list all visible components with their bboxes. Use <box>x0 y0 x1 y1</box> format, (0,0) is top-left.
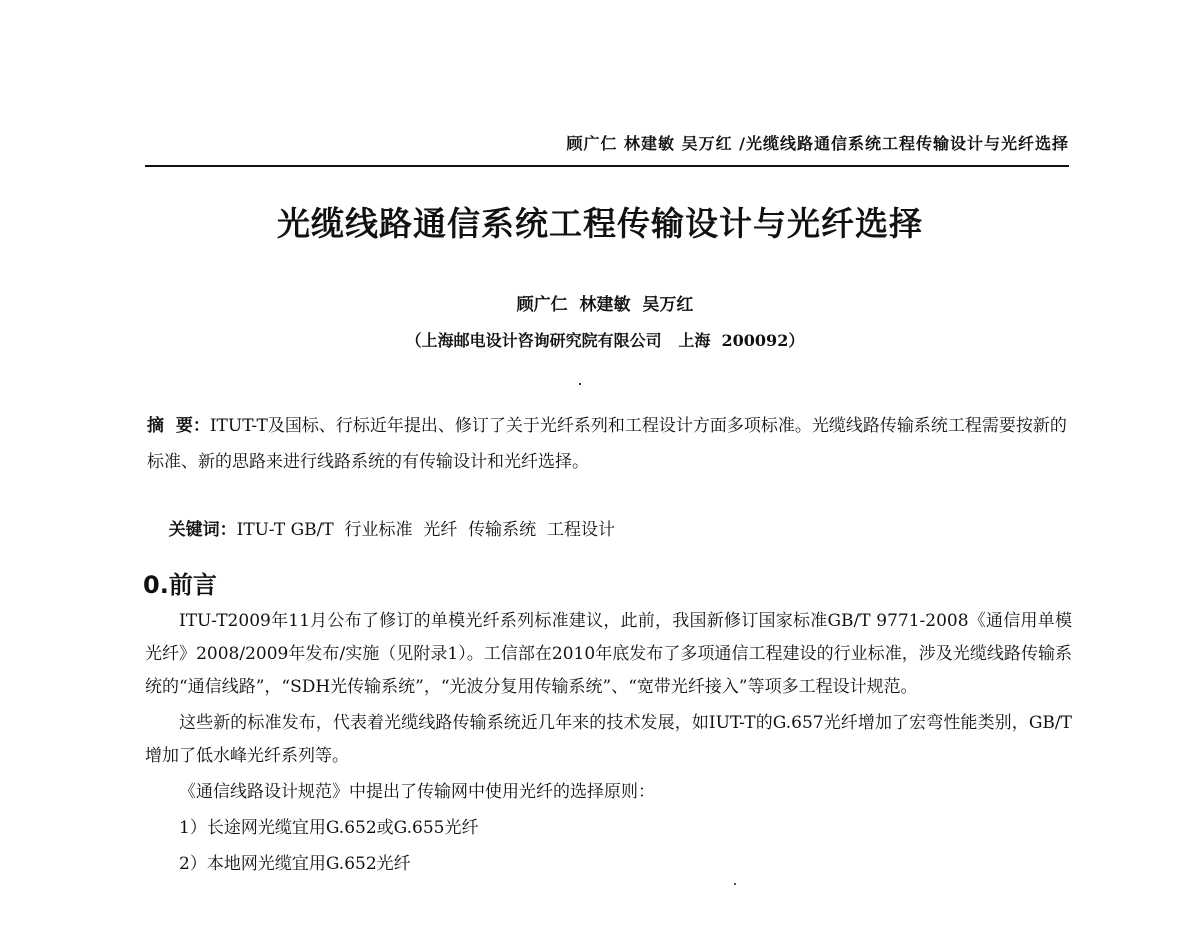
section-body <box>145 605 1072 884</box>
body-paragraph: 《通信线路设计规范》中提出了传输网中使用光纤的选择原则： <box>179 782 655 802</box>
list-item: 1）长途网光缆宜用G.652或G.655光纤 <box>179 818 479 838</box>
section-heading: 0.前言 <box>143 571 217 599</box>
scan-speck <box>734 883 736 885</box>
list-item: 2）本地网光缆宜用G.652光纤 <box>179 854 411 874</box>
keywords-text: ITU-T GB/T 行业标准 光纤 传输系统 工程设计 <box>236 520 615 540</box>
affiliation: （上海邮电设计咨询研究院有限公司 上海 200092） <box>405 331 805 350</box>
scan-speck <box>579 383 581 385</box>
running-header: 顾广仁 林建敏 吴万红 /光缆线路通信系统工程传输设计与光纤选择 <box>566 134 1069 153</box>
author-list: 顾广仁 林建敏 吴万红 <box>516 295 694 315</box>
body-paragraph: ITU-T2009年11月公布了修订的单模光纤系列标准建议，此前，我国新修订国家标准GB/T 9771-2008《通信用单模光纤》2008/2009年发布/实施（见附录1）。工信部在2010年底发布了多项通信工程建设的行业标准，涉及光缆线路传输系统的“通信线路”，“SDH光传输系统”，“光波分复用传输系统”、“宽带光纤接入”等项多工程设计规范。 <box>145 611 1072 697</box>
paper-title: 光缆线路通信系统工程传输设计与光纤选择 <box>277 204 923 243</box>
body-paragraph: 这些新的标准发布，代表着光缆线路传输系统近几年来的技术发展，如IUT-T的G.657光纤增加了宏弯性能类别，GB/T增加了低水峰光纤系列等。 <box>145 713 1072 766</box>
keywords-block <box>147 485 1072 575</box>
abstract-text: ITUT-T及国标、行标近年提出、修订了关于光纤系列和工程设计方面多项标准。光缆线路传输系统工程需要按新的标准、新的思路来进行线路系统的有传输设计和光纤选择。 <box>147 416 1067 472</box>
keywords-label: 关键词： <box>168 520 237 540</box>
header-rule <box>145 165 1069 167</box>
abstract-block <box>147 408 1072 480</box>
abstract-label: 摘 要： <box>147 416 210 436</box>
